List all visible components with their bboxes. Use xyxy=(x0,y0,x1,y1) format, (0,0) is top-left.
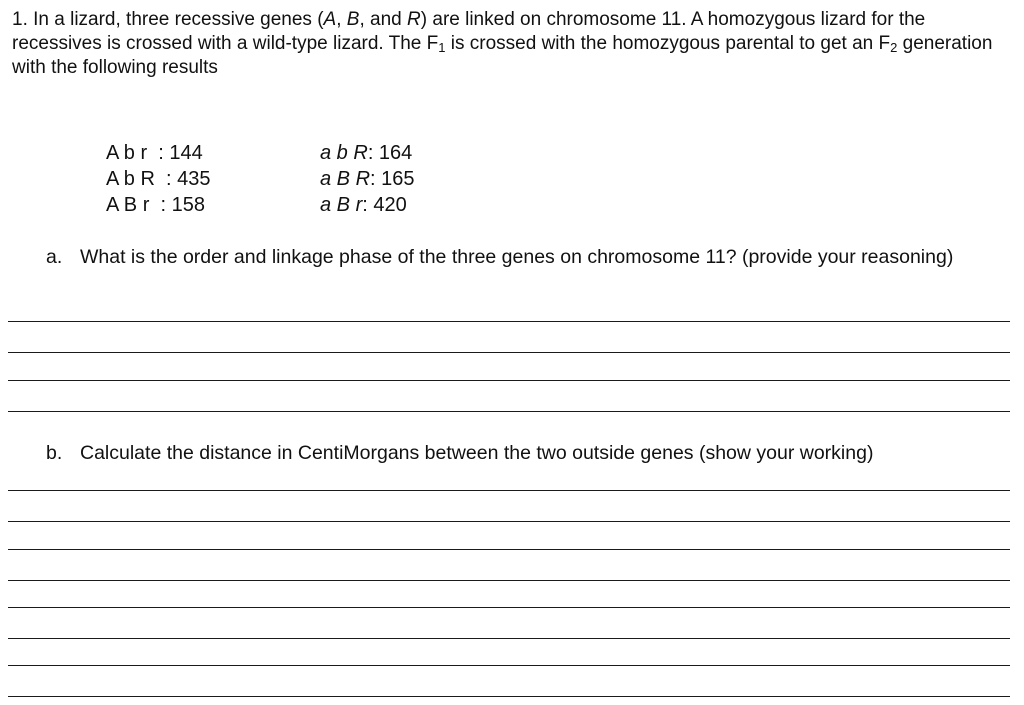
question-b xyxy=(46,440,1016,466)
answer-line-b-5[interactable] xyxy=(8,607,1010,608)
question-intro: 1. In a lizard, three recessive genes (A, B, and R) are linked on chromosome 11. A homozygous lizard for the recessives is crossed with a wild-type lizard. The $F_1$ is crossed with the homozygous parental to get an $F_2$ generation with the following results xyxy=(12,9,993,78)
gene-r-italic: R xyxy=(407,9,421,30)
answer-line-b-8[interactable] xyxy=(8,696,1010,697)
answer-line-a-3[interactable] xyxy=(8,380,1010,381)
genotype-row: a B R: 165 xyxy=(320,168,415,190)
genotype-row: a b R: 164 xyxy=(320,142,413,164)
genotype-list-right xyxy=(320,140,415,218)
gene-a-italic: A xyxy=(323,9,337,30)
question-a-text: What is the order and linkage phase of the three genes on chromosome 11? (provide your reasoning) xyxy=(80,246,954,268)
question-b-label: b. xyxy=(46,442,63,464)
answer-line-b-2[interactable] xyxy=(8,521,1010,522)
genotype-list-left xyxy=(106,140,211,218)
genotype-row: A B r : 158 xyxy=(106,194,205,216)
gene-b-italic: B xyxy=(346,9,360,30)
answer-line-b-6[interactable] xyxy=(8,638,1010,639)
question-a-label: a. xyxy=(46,246,63,268)
answer-line-a-4[interactable] xyxy=(8,411,1010,412)
genotype-row: a B r: 420 xyxy=(320,194,407,216)
answer-line-b-3[interactable] xyxy=(8,549,1010,550)
answer-line-a-2[interactable] xyxy=(8,352,1010,353)
answer-line-b-4[interactable] xyxy=(8,580,1010,581)
answer-line-b-7[interactable] xyxy=(8,665,1010,666)
question-b-text: Calculate the distance in CentiMorgans between the two outside genes (show your working) xyxy=(80,442,874,464)
genotype-row: A b R : 435 xyxy=(106,168,211,190)
answer-line-b-1[interactable] xyxy=(8,490,1010,491)
answer-line-a-1[interactable] xyxy=(8,321,1010,322)
f2-subscript: 2 xyxy=(890,40,898,55)
f1-subscript: 1 xyxy=(438,40,446,55)
genotype-row: A b r : 144 xyxy=(106,142,203,164)
question-a xyxy=(46,244,1016,270)
